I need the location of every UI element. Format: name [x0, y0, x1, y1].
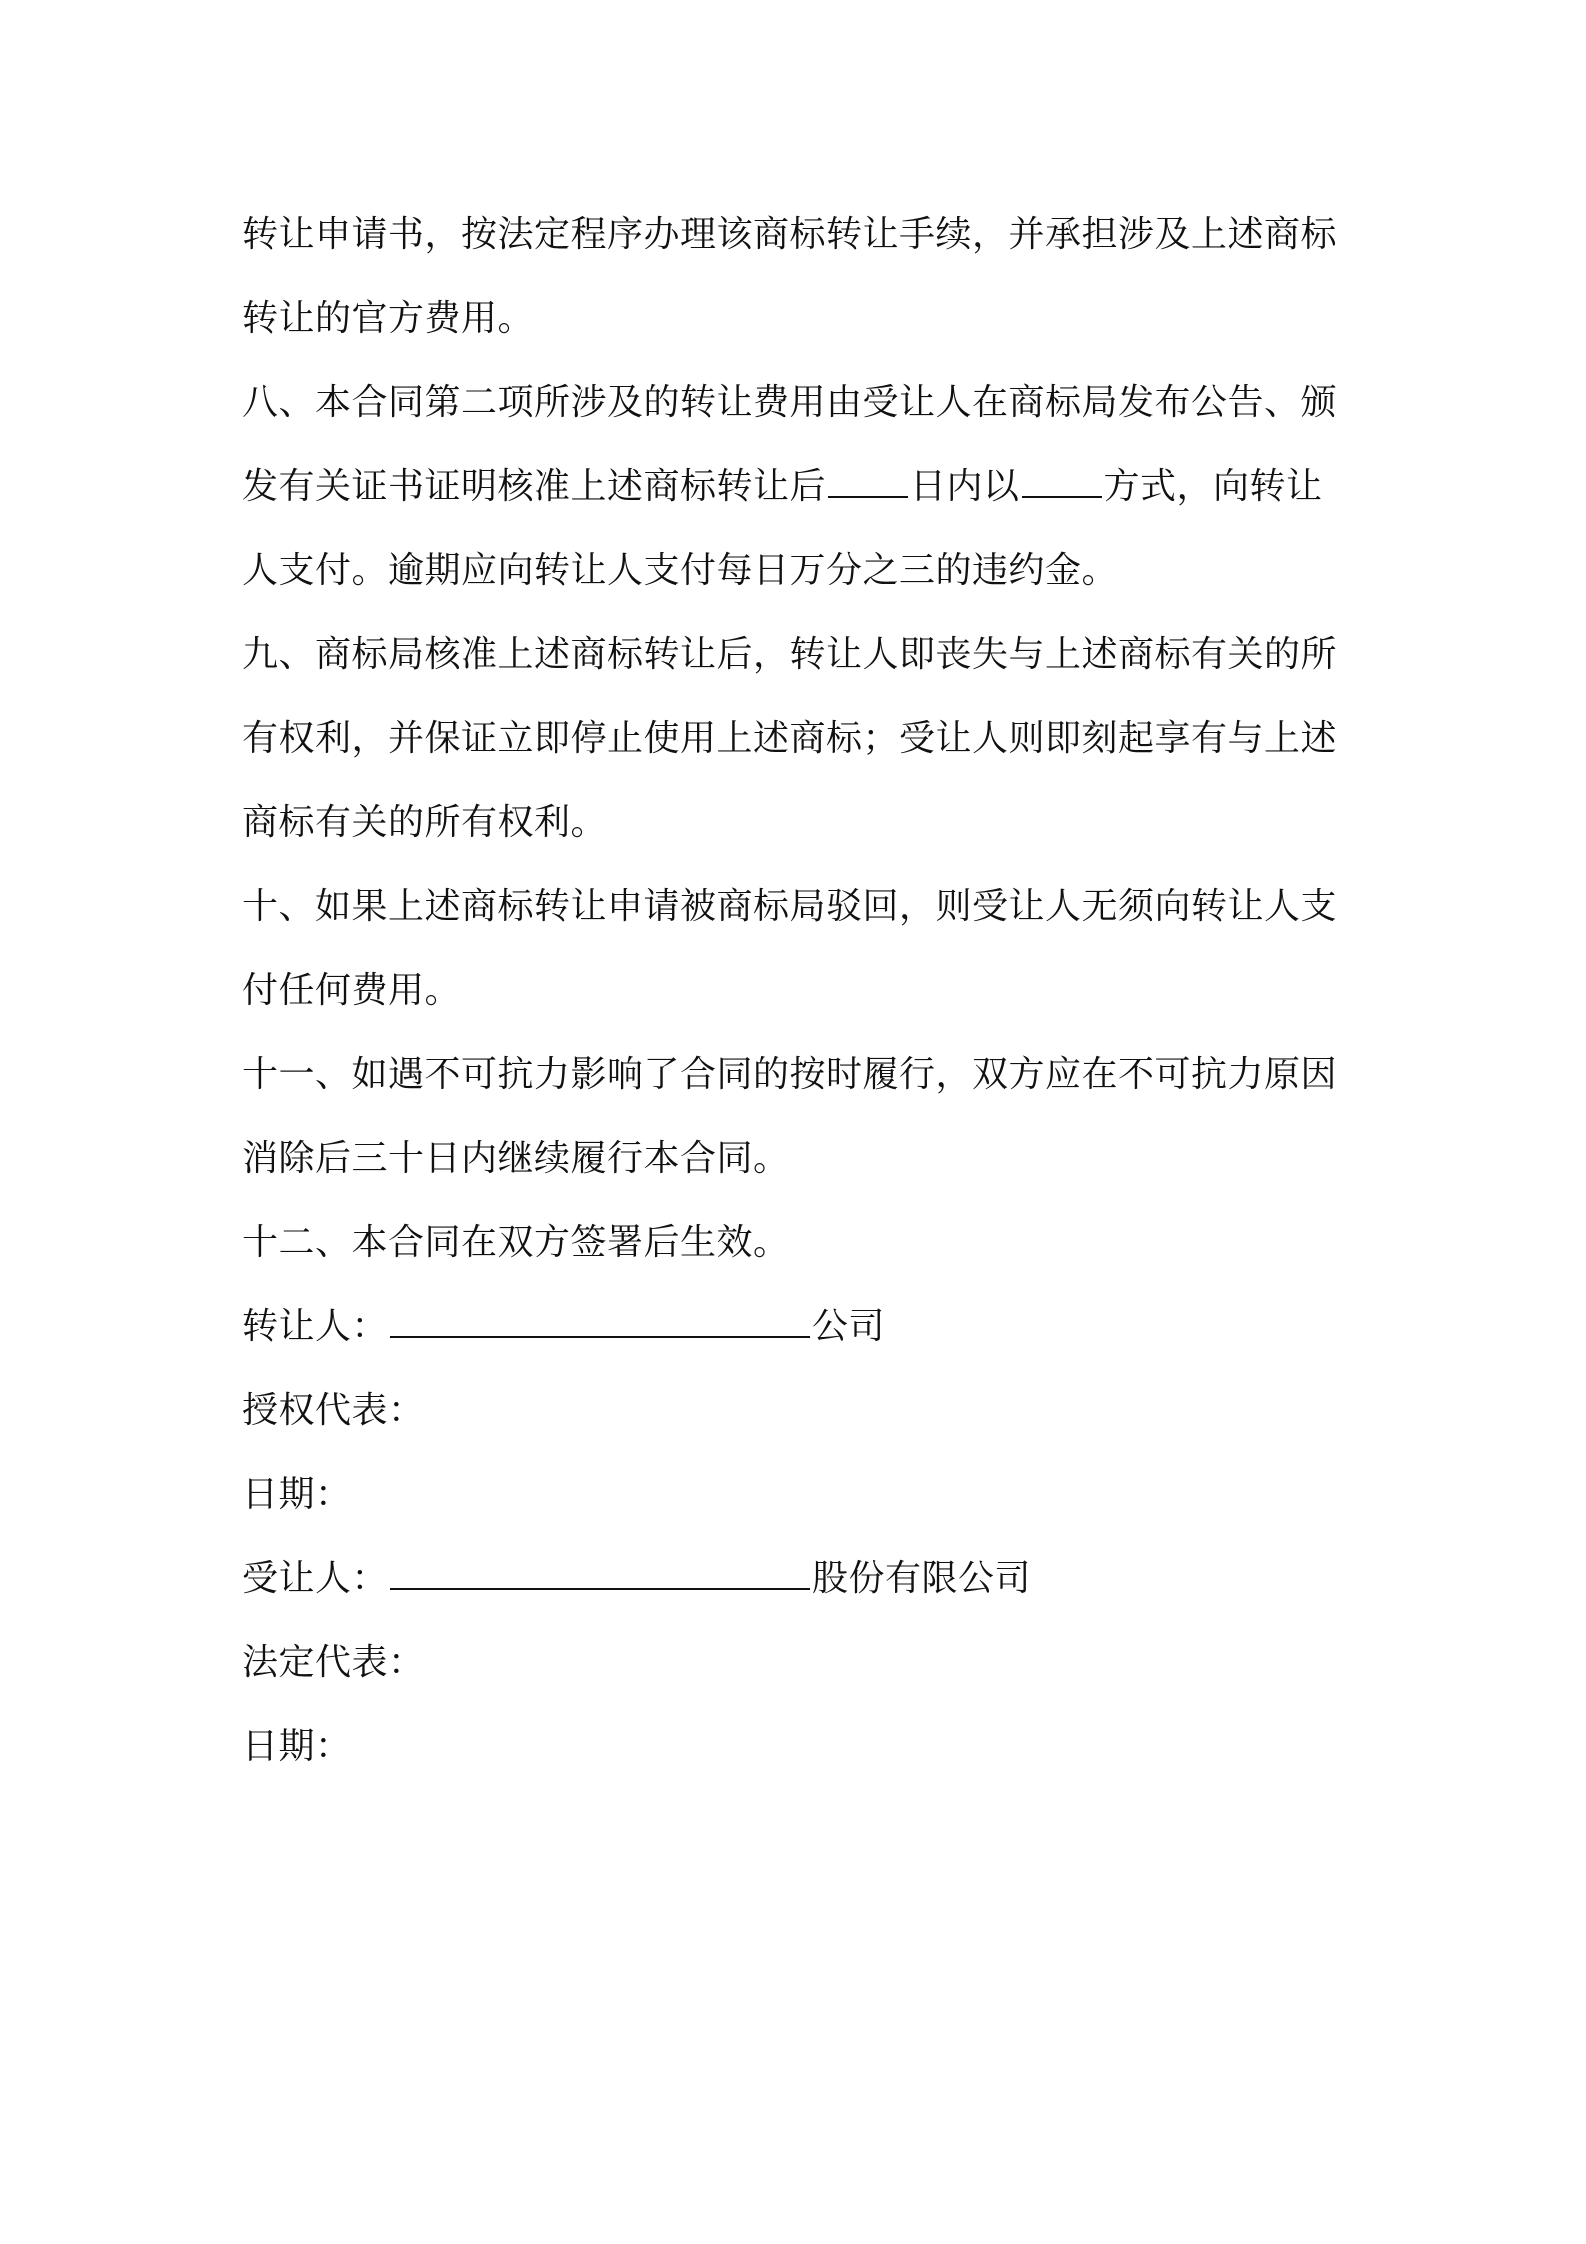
date-line-2: 日期：	[242, 1726, 352, 1767]
transferee-label: 受让人：	[242, 1558, 389, 1599]
paragraph-10-line-1: 十、如果上述商标转让申请被商标局驳回，则受让人无须向转让人支	[242, 886, 1338, 927]
legal-rep-line: 法定代表：	[242, 1642, 425, 1683]
method-blank	[1022, 464, 1102, 498]
paragraph-9-line-2: 有权利，并保证立即停止使用上述商标；受让人则即刻起享有与上述	[242, 718, 1338, 759]
paragraph-8-line-3: 人支付。逾期应向转让人支付每日万分之三的违约金。	[242, 550, 1119, 591]
date-line-1: 日期：	[242, 1474, 352, 1515]
paragraph-8-text-a: 发有关证书证明核准上述商标转让后	[242, 466, 827, 507]
paragraph-10-line-2: 付任何费用。	[242, 970, 462, 1011]
paragraph-11-line-2: 消除后三十日内继续履行本合同。	[242, 1138, 790, 1179]
paragraph-8-line-2	[242, 445, 1362, 529]
paragraph-7-line-2: 转让的官方费用。	[242, 298, 535, 339]
paragraph-7-line-1: 转让申请书，按法定程序办理该商标转让手续，并承担涉及上述商标	[242, 214, 1338, 255]
transferor-line	[242, 1285, 1362, 1369]
days-blank	[828, 464, 908, 498]
paragraph-9-line-1: 九、商标局核准上述商标转让后，转让人即丧失与上述商标有关的所	[242, 634, 1338, 675]
transferor-suffix: 公司	[812, 1306, 886, 1347]
document-body	[242, 193, 1362, 1789]
paragraph-11-line-1: 十一、如遇不可抗力影响了合同的按时履行，双方应在不可抗力原因	[242, 1054, 1338, 1095]
transferee-blank	[390, 1556, 810, 1590]
paragraph-8-text-c: 方式，向转让	[1103, 466, 1323, 507]
paragraph-9-line-3: 商标有关的所有权利。	[242, 802, 608, 843]
transferee-suffix: 股份有限公司	[812, 1558, 1032, 1599]
authorized-rep-line: 授权代表：	[242, 1390, 425, 1431]
transferee-line	[242, 1537, 1362, 1621]
paragraph-8-text-b: 日内以	[910, 466, 1020, 507]
transferor-blank	[390, 1304, 810, 1338]
transferor-label: 转让人：	[242, 1306, 389, 1347]
paragraph-8-line-1: 八、本合同第二项所涉及的转让费用由受让人在商标局发布公告、颁	[242, 382, 1338, 423]
paragraph-12: 十二、本合同在双方签署后生效。	[242, 1222, 790, 1263]
